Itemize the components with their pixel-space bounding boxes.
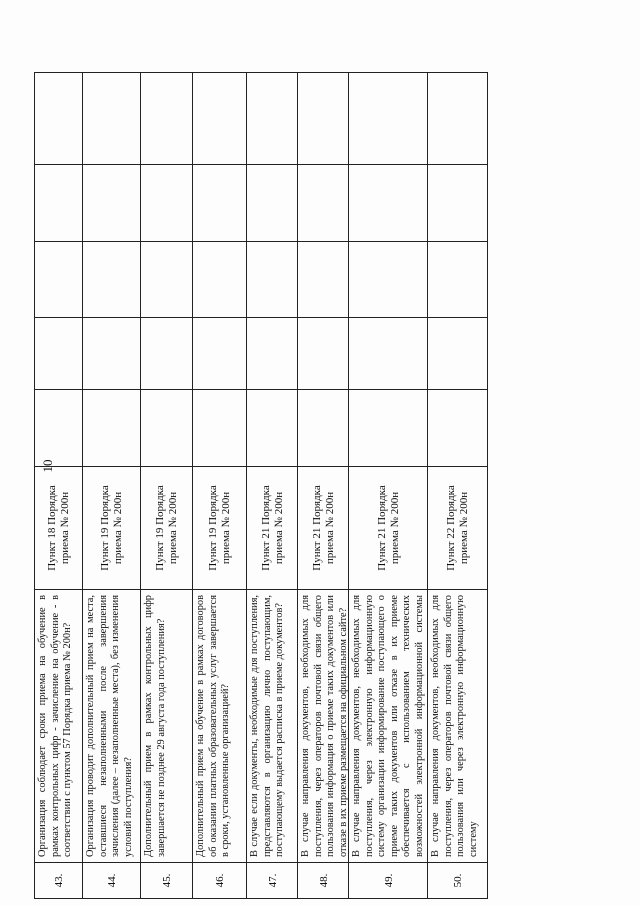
answer-cell (193, 318, 247, 390)
answer-cell (83, 390, 141, 467)
answer-cell (141, 390, 193, 467)
answer-cell (349, 72, 428, 165)
answer-cell (298, 318, 349, 390)
answer-cell (83, 165, 141, 242)
answer-cell (35, 318, 83, 390)
answer-cell (298, 242, 349, 318)
table-row (246, 72, 298, 899)
answer-cell (247, 318, 298, 390)
table-row (297, 72, 349, 899)
answer-cell (141, 318, 193, 390)
requirement-text: Организация проводит дополнительный прием на места, оставшиеся незаполненными после завершения зачисления (далее – незаполненные места), без изменения условий поступления? (83, 590, 141, 863)
item-number: 43. (35, 863, 83, 899)
requirement-text: Дополнительный прием на обучение в рамках договоров об оказании платных образовательных услуг завершается в сроки, установленные организацией? (193, 590, 247, 863)
answer-cell (349, 390, 428, 467)
legal-reference: Пункт 19 Порядка приема № 200н (193, 467, 247, 590)
item-number: 49. (349, 863, 428, 899)
answer-cell (35, 242, 83, 318)
answer-cell (193, 72, 247, 165)
answer-cell (141, 242, 193, 318)
answer-cell (35, 390, 83, 467)
answer-cell (428, 390, 487, 467)
answer-cell (349, 242, 428, 318)
legal-reference: Пункт 19 Порядка приема № 200н (141, 467, 193, 590)
answer-cell (247, 242, 298, 318)
answer-cell (428, 165, 487, 242)
legal-reference: Пункт 21 Порядка приема № 200н (349, 467, 428, 590)
answer-cell (141, 165, 193, 242)
table-row (82, 72, 141, 899)
item-number: 50. (428, 863, 487, 899)
requirement-text: В случае если документы, необходимые для поступления, представляются в организацию лично поступающим, поступающему выдается расписка в приеме документов? (247, 590, 298, 863)
answer-cell (349, 165, 428, 242)
legal-reference: Пункт 21 Порядка приема № 200н (298, 467, 349, 590)
legal-reference: Пункт 21 Порядка приема № 200н (247, 467, 298, 590)
item-number: 48. (298, 863, 349, 899)
table-row (427, 72, 488, 899)
requirement-text: В случае направления документов, необходимых для поступления, через электронную информационную систему организации информирование поступающего о приеме таких документов или отказе в их приеме обеспечивается с использованием технических возможностей электронной информационной системы (349, 590, 428, 863)
legal-reference: Пункт 19 Порядка приема № 200н (83, 467, 141, 590)
table-row (140, 72, 193, 899)
requirement-text: В случае направления документов, необходимых для поступления, через операторов почтовой связи общего пользования информация о приеме таких документов или отказе в их приеме размещается на официальном сайте? (298, 590, 349, 863)
answer-cell (35, 165, 83, 242)
answer-cell (349, 318, 428, 390)
answer-cell (428, 72, 487, 165)
answer-cell (193, 242, 247, 318)
legal-reference: Пункт 22 Порядка приема № 200н (428, 467, 487, 590)
answer-cell (83, 318, 141, 390)
item-number: 44. (83, 863, 141, 899)
item-number: 46. (193, 863, 247, 899)
answer-cell (141, 72, 193, 165)
answer-cell (35, 72, 83, 165)
answer-cell (247, 165, 298, 242)
table-row (34, 72, 83, 899)
answer-cell (83, 242, 141, 318)
answer-cell (193, 165, 247, 242)
item-number: 45. (141, 863, 193, 899)
item-number: 47. (247, 863, 298, 899)
table-row (192, 72, 247, 899)
legal-reference: Пункт 18 Порядка приема № 200н (35, 467, 83, 590)
answer-cell (428, 318, 487, 390)
answer-cell (298, 72, 349, 165)
requirement-text: Дополнительный прием в рамках контрольных цифр завершается не позднее 29 августа года поступления? (141, 590, 193, 863)
answer-cell (298, 390, 349, 467)
answer-cell (83, 72, 141, 165)
answer-cell (428, 242, 487, 318)
page-number: 10 (40, 459, 55, 473)
answer-cell (247, 390, 298, 467)
answer-cell (298, 165, 349, 242)
requirement-text: Организация соблюдает сроки приема на обучение в рамках контрольных цифр - зачисление на обучение - в соответствии с пунктом 57 Порядка приема № 200н? (35, 590, 83, 863)
answer-cell (247, 72, 298, 165)
table-row (348, 72, 428, 899)
requirement-text: В случае направления документов, необходимых для поступления, через операторов почтовой связи общего пользования или через электронную информационную систему (428, 590, 487, 863)
answer-cell (193, 390, 247, 467)
